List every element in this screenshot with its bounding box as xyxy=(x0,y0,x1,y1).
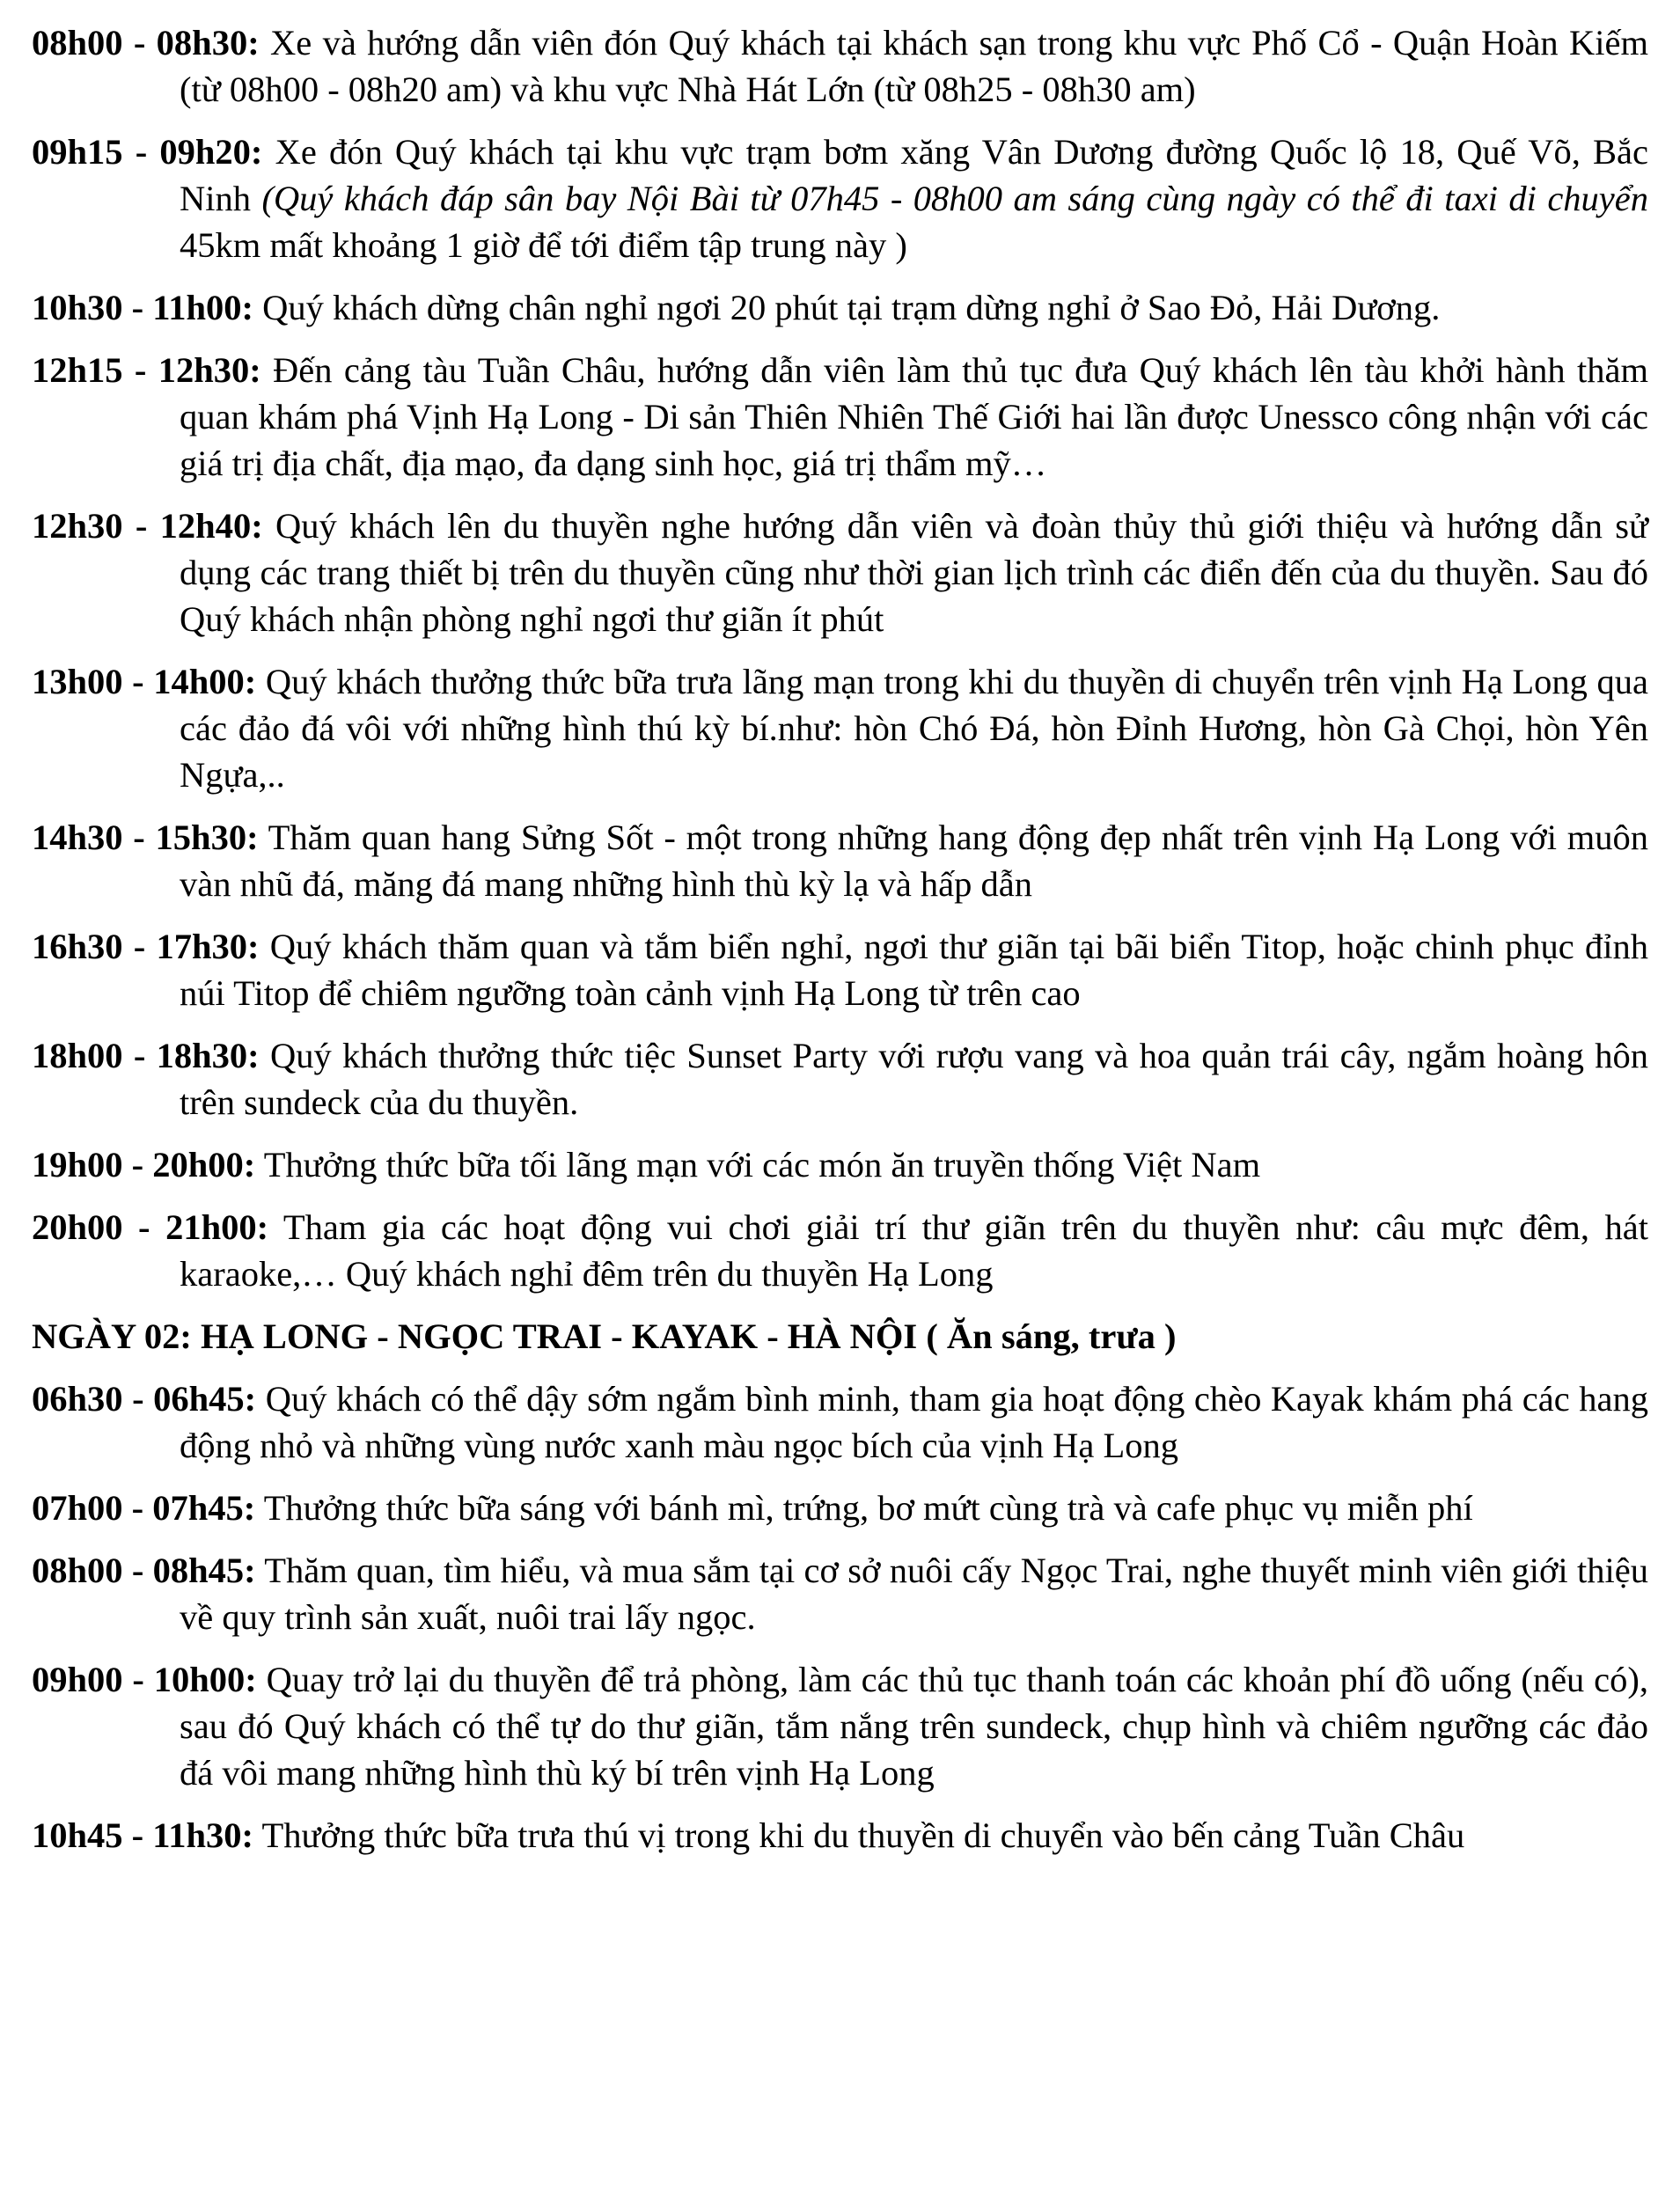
entry-text: Quay trở lại du thuyền để trả phòng, làm các thủ tục thanh toán các khoản phí đồ uống (nếu có), sau đó Quý khách có thể tự do thư giãn, tắm nắng trên sundeck, chụp hình và chiêm ngưỡng các đảo đá vôi mang những hình thù ký bí trên vịnh Hạ Long xyxy=(180,1660,1648,1793)
entry-text: Tham gia các hoạt động vui chơi giải trí thư giãn trên du thuyền như: câu mực đêm, hát karaoke,… Quý khách nghỉ đêm trên du thuyền Hạ Long xyxy=(180,1207,1648,1294)
entry-text: Quý khách dừng chân nghỉ ngơi 20 phút tại trạm dừng nghỉ ở Sao Đỏ, Hải Dương. xyxy=(262,288,1441,327)
entry-time: 06h30 - 06h45: xyxy=(32,1379,257,1419)
entry-time: 20h00 - 21h00: xyxy=(32,1207,269,1247)
itinerary-entry xyxy=(32,502,1648,642)
entry-text: Thưởng thức bữa trưa thú vị trong khi du thuyền di chuyển vào bến cảng Tuần Châu xyxy=(261,1815,1465,1855)
entry-time: 09h15 - 09h20: xyxy=(32,132,263,172)
day-2-heading: NGÀY 02: HẠ LONG - NGỌC TRAI - KAYAK - HÀ NỘI ( Ăn sáng, trưa ) xyxy=(32,1316,1177,1356)
entry-time: 14h30 - 15h30: xyxy=(32,818,259,857)
entry-time: 19h00 - 20h00: xyxy=(32,1145,256,1184)
entry-time: 08h00 - 08h30: xyxy=(32,23,260,62)
itinerary-entry xyxy=(32,1485,1648,1531)
itinerary-entry xyxy=(32,1204,1648,1297)
itinerary-entry xyxy=(32,128,1648,268)
entry-text: Đến cảng tàu Tuần Châu, hướng dẫn viên làm thủ tục đưa Quý khách lên tàu khởi hành thăm quan khám phá Vịnh Hạ Long - Di sản Thiên Nhiên Thế Giới hai lần được Unessco công nhận với các giá trị địa chất, địa mạo, đa dạng sinh học, giá trị thẩm mỹ… xyxy=(180,350,1648,483)
entry-text: Quý khách lên du thuyền nghe hướng dẫn viên và đoàn thủy thủ giới thiệu và hướng dẫn sử dụng các trang thiết bị trên du thuyền cũng như thời gian lịch trình các điển đến của du thuyền. Sau đó Quý khách nhận phòng nghỉ ngơi thư giãn ít phút xyxy=(180,506,1648,639)
entry-text: Thưởng thức bữa tối lãng mạn với các món ăn truyền thống Việt Nam xyxy=(263,1145,1261,1184)
entry-time: 16h30 - 17h30: xyxy=(32,927,260,966)
entry-text: Thăm quan, tìm hiểu, và mua sắm tại cơ sở nuôi cấy Ngọc Trai, nghe thuyết minh viên giới thiệu về quy trình sản xuất, nuôi trai lấy ngọc. xyxy=(180,1551,1648,1637)
entry-text: Quý khách thưởng thức tiệc Sunset Party với rượu vang và hoa quản trái cây, ngắm hoàng hôn trên sundeck của du thuyền. xyxy=(180,1036,1649,1122)
entry-text: Quý khách thưởng thức bữa trưa lãng mạn trong khi du thuyền di chuyển trên vịnh Hạ Long qua các đảo đá vôi với những hình thú kỳ bí.như: hòn Chó Đá, hòn Đỉnh Hương, hòn Gà Chọi, hòn Yên Ngựa,.. xyxy=(180,662,1649,795)
entry-time: 12h15 - 12h30: xyxy=(32,350,261,390)
itinerary-entry xyxy=(32,347,1648,487)
entry-text: Xe và hướng dẫn viên đón Quý khách tại khách sạn trong khu vực Phố Cổ - Quận Hoàn Kiếm (từ 08h00 - 08h20 am) và khu vực Nhà Hát Lớn (từ 08h25 - 08h30 am) xyxy=(180,23,1648,109)
entry-time: 18h00 - 18h30: xyxy=(32,1036,260,1075)
entry-time: 10h30 - 11h00: xyxy=(32,288,254,327)
itinerary-entry xyxy=(32,814,1648,907)
entry-text: Xe đón Quý khách tại khu vực trạm bơm xăng Vân Dương đường Quốc lộ 18, Quế Võ, Bắc Ninh xyxy=(180,132,1648,218)
itinerary-entry xyxy=(32,1547,1648,1640)
itinerary-entry xyxy=(32,658,1648,798)
entry-time: 08h00 - 08h45: xyxy=(32,1551,256,1590)
itinerary-entry xyxy=(32,1656,1648,1796)
entry-text: Quý khách có thể dậy sớm ngắm bình minh, tham gia hoạt động chèo Kayak khám phá các hang động nhỏ và những vùng nước xanh màu ngọc bích của vịnh Hạ Long xyxy=(180,1379,1648,1465)
itinerary-entry xyxy=(32,1812,1648,1859)
entry-text: Quý khách thăm quan và tắm biển nghỉ, ngơi thư giãn tại bãi biển Titop, hoặc chinh phục đỉnh núi Titop để chiêm ngưỡng toàn cảnh vịnh Hạ Long từ trên cao xyxy=(180,927,1649,1013)
entry-text: Thăm quan hang Sửng Sốt - một trong những hang động đẹp nhất trên vịnh Hạ Long với muôn vàn nhũ đá, măng đá mang những hình thù kỳ lạ và hấp dẫn xyxy=(180,818,1648,904)
entry-time: 12h30 - 12h40: xyxy=(32,506,263,546)
entry-time: 13h00 - 14h00: xyxy=(32,662,257,701)
entry-time: 09h00 - 10h00: xyxy=(32,1660,257,1699)
itinerary-entry xyxy=(32,1141,1648,1188)
entry-time: 10h45 - 11h30: xyxy=(32,1815,254,1855)
entry-italic-note: (Quý khách đáp sân bay Nội Bài từ 07h45 - 08h00 am sáng cùng ngày có thể đi taxi di chuyển xyxy=(261,179,1648,218)
itinerary-entry xyxy=(32,19,1648,113)
entry-time: 07h00 - 07h45: xyxy=(32,1488,256,1528)
itinerary-entry xyxy=(32,923,1648,1016)
entry-text-continued: 45km mất khoảng 1 giờ để tới điểm tập trung này ) xyxy=(180,225,907,265)
itinerary-entry xyxy=(32,284,1648,331)
entry-text: Thưởng thức bữa sáng với bánh mì, trứng, bơ mứt cùng trà và cafe phục vụ miễn phí xyxy=(263,1488,1473,1528)
itinerary-entry xyxy=(32,1375,1648,1469)
itinerary-entry xyxy=(32,1032,1648,1126)
